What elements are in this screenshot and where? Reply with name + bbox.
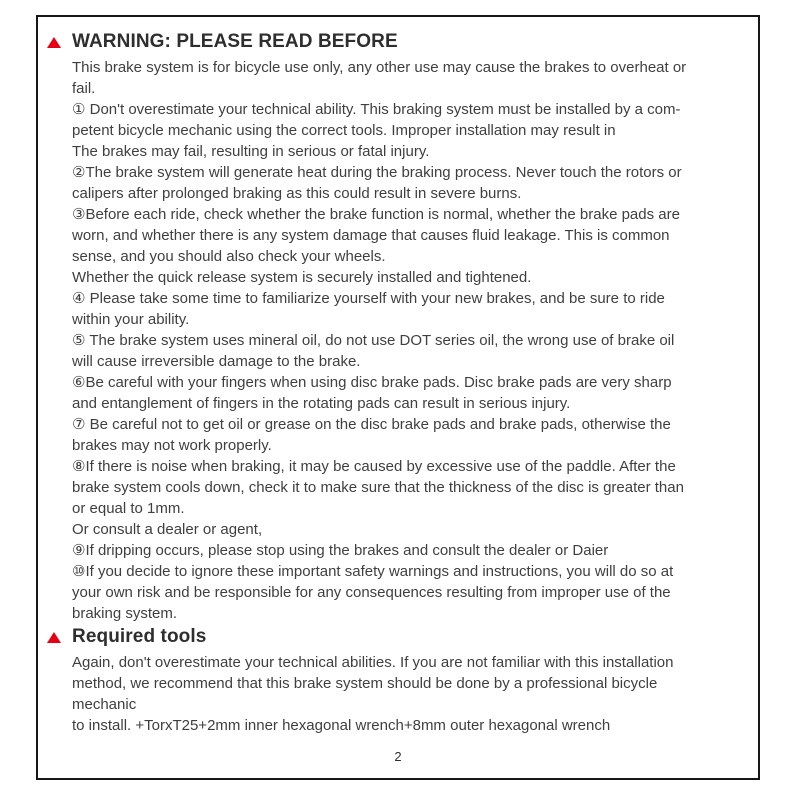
- text-line: sense, and you should also check your wheels.: [72, 248, 386, 265]
- warning-heading-row: [38, 30, 758, 54]
- text-line: ④ Please take some time to familiarize yourself with your new brakes, and be sure to ride: [72, 290, 665, 307]
- warning-triangle-icon: [47, 37, 61, 48]
- text-line: brakes may not work properly.: [72, 437, 272, 454]
- warning-heading: WARNING: PLEASE READ BEFORE: [72, 31, 398, 52]
- text-line: fail.: [72, 80, 96, 97]
- warning-body: [38, 57, 758, 624]
- text-line: brake system cools down, check it to make sure that the thickness of the disc is greater than: [72, 479, 684, 496]
- text-line: This brake system is for bicycle use only, any other use may cause the brakes to overheat or: [72, 59, 687, 76]
- text-line: ⑤ The brake system uses mineral oil, do not use DOT series oil, the wrong use of brake oil: [72, 332, 675, 349]
- text-line: Or consult a dealer or agent,: [72, 521, 263, 538]
- text-line: to install. +TorxT25+2mm inner hexagonal wrench+8mm outer hexagonal wrench: [72, 717, 611, 734]
- text-line: ⑩If you decide to ignore these important safety warnings and instructions, you will do so at: [72, 563, 674, 580]
- text-line: braking system.: [72, 605, 178, 622]
- text-line: Whether the quick release system is securely installed and tightened.: [72, 269, 532, 286]
- text-line: ⑨If dripping occurs, please stop using the brakes and consult the dealer or Daier: [72, 542, 609, 559]
- text-line: calipers after prolonged braking as this could result in severe burns.: [72, 185, 522, 202]
- required-tools-body: [38, 652, 758, 736]
- text-line: or equal to 1mm.: [72, 500, 185, 517]
- text-line: petent bicycle mechanic using the correct tools. Improper installation may result in: [72, 122, 616, 139]
- text-line: within your ability.: [72, 311, 190, 328]
- text-line: mechanic: [72, 696, 137, 713]
- text-line: will cause irreversible damage to the brake.: [72, 353, 361, 370]
- manual-page: [36, 15, 760, 780]
- text-line: your own risk and be responsible for any consequences resulting from improper use of the: [72, 584, 671, 601]
- section-required-tools: [38, 625, 758, 736]
- page-content: [38, 17, 758, 736]
- text-line: The brakes may fail, resulting in serious or fatal injury.: [72, 143, 430, 160]
- text-line: ②The brake system will generate heat during the braking process. Never touch the rotors or: [72, 164, 682, 181]
- required-tools-heading-row: [38, 625, 758, 649]
- text-line: ⑦ Be careful not to get oil or grease on the disc brake pads and brake pads, otherwise the: [72, 416, 671, 433]
- required-tools-heading: Required tools: [72, 626, 207, 647]
- text-line: ⑥Be careful with your fingers when using disc brake pads. Disc brake pads are very sharp: [72, 374, 672, 391]
- page-number: 2: [394, 749, 402, 764]
- text-line: and entanglement of fingers in the rotating pads can result in serious injury.: [72, 395, 571, 412]
- text-line: ① Don't overestimate your technical ability. This braking system must be installed by a com-: [72, 101, 681, 118]
- warning-triangle-icon: [47, 632, 61, 643]
- text-line: method, we recommend that this brake system should be done by a professional bicycle: [72, 675, 658, 692]
- text-line: worn, and whether there is any system damage that causes fluid leakage. This is common: [72, 227, 670, 244]
- text-line: ③Before each ride, check whether the brake function is normal, whether the brake pads are: [72, 206, 680, 223]
- text-line: ⑧If there is noise when braking, it may be caused by excessive use of the paddle. After the: [72, 458, 676, 475]
- text-line: Again, don't overestimate your technical abilities. If you are not familiar with this installation: [72, 654, 674, 671]
- section-warning: [38, 30, 758, 624]
